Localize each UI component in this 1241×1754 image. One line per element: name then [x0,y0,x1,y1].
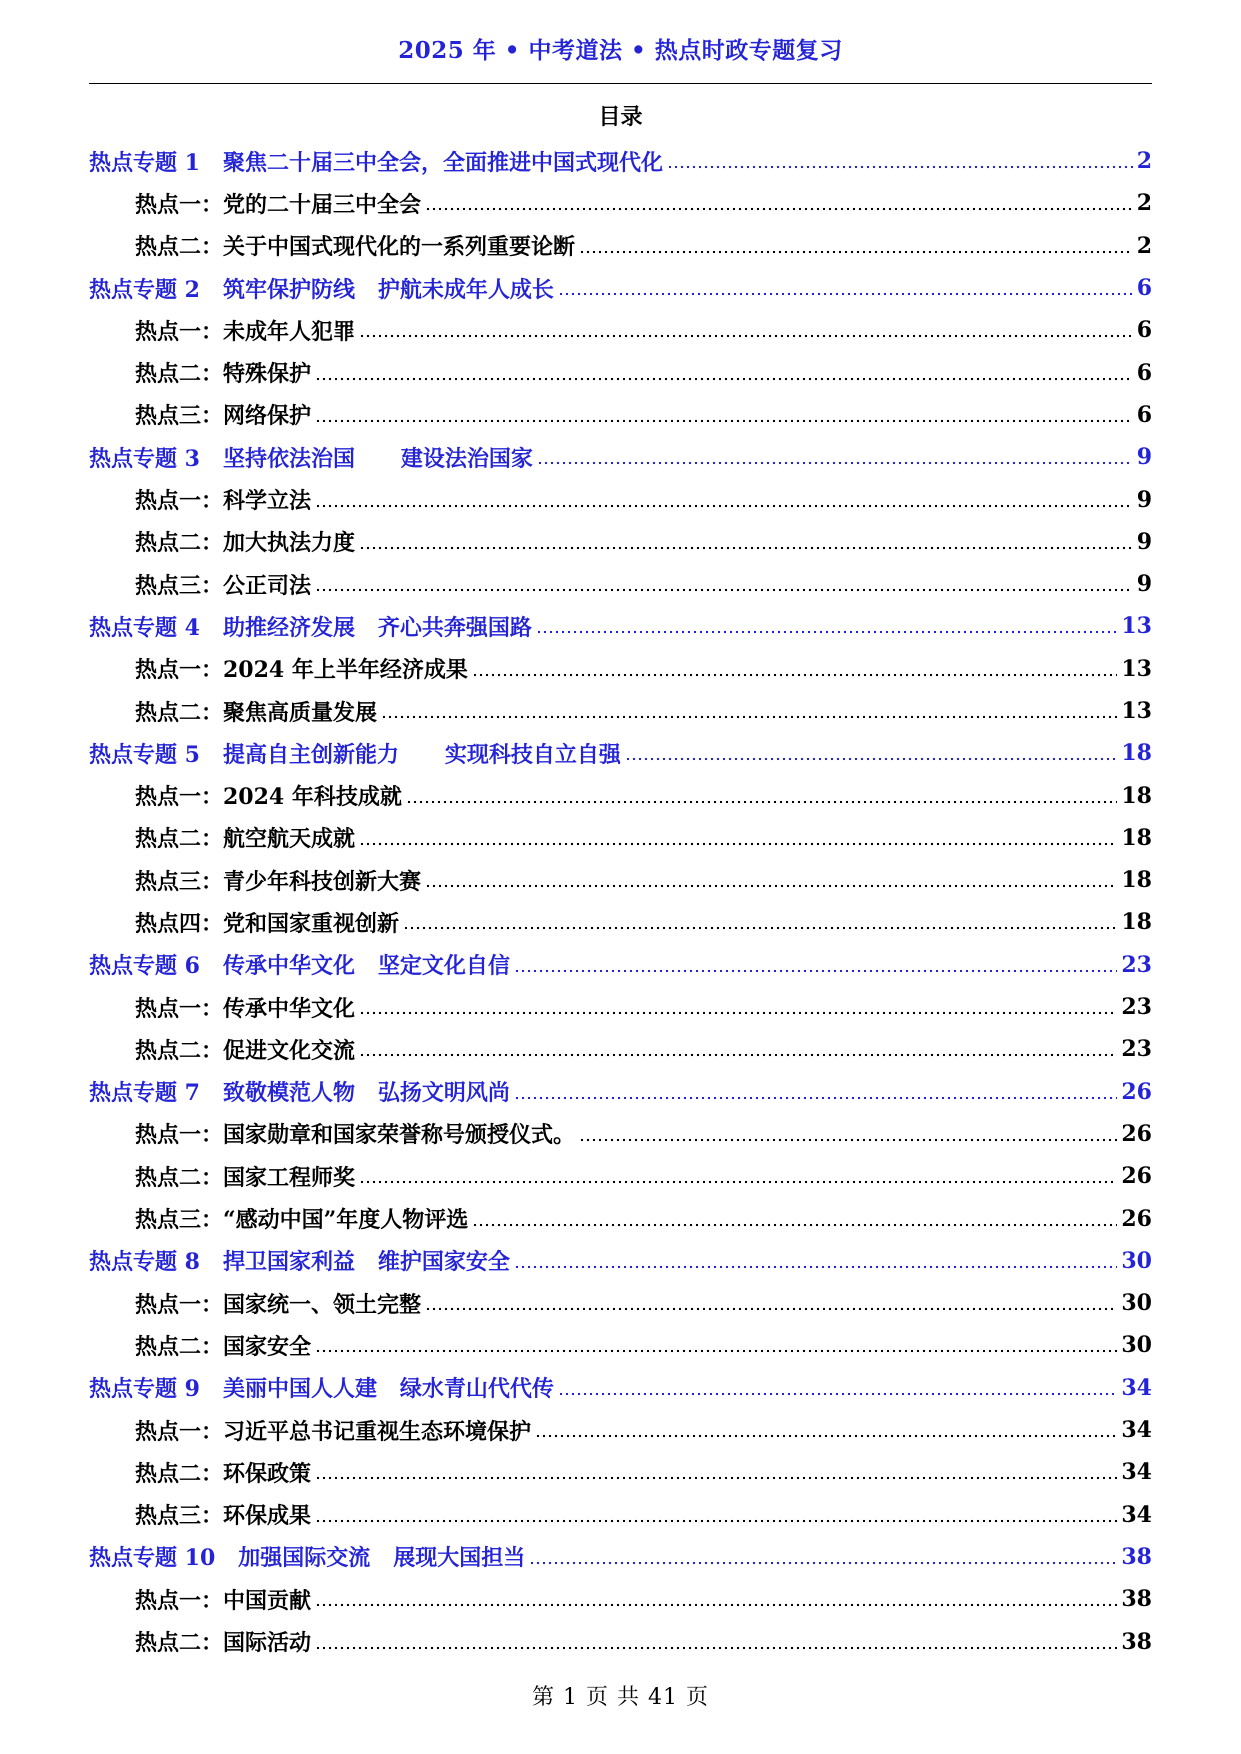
dot-leader [315,1646,1117,1650]
toc-page-number: 13 [1121,698,1152,724]
toc-entry-label: 热点二：航空航天成就 [135,826,356,853]
toc-page-number: 13 [1121,613,1152,640]
toc-entry-label: 热点二：国家安全 [135,1333,312,1360]
dot-leader [381,715,1117,719]
toc-entry-label: 热点三：“感动中国”年度人物评选 [135,1207,469,1234]
toc-entry-label: 热点专题 1 聚焦二十届三中全会，全面推进中国式现代化 [89,149,663,176]
toc-page-number: 18 [1121,824,1152,851]
toc-point-entry[interactable] [89,394,1152,436]
toc-point-entry[interactable] [89,563,1152,605]
toc-entry-label: 热点专题 2 筑牢保护防线 护航未成年人成长 [89,276,554,303]
dot-leader [558,292,1133,296]
toc-page-number: 23 [1121,994,1152,1021]
toc-point-entry[interactable] [89,1494,1152,1536]
toc-entry-label: 热点一：传承中华文化 [135,995,356,1022]
page-footer [0,1680,1241,1711]
toc-topic-entry[interactable] [89,605,1152,647]
toc-point-entry[interactable] [89,1282,1152,1324]
dot-leader [514,1265,1117,1269]
dot-leader [359,334,1133,338]
toc-page-number: 6 [1136,317,1152,344]
toc-entry-label: 热点一：未成年人犯罪 [135,318,356,345]
toc-page-number: 13 [1121,655,1152,682]
dot-leader [315,1476,1117,1480]
dot-leader [315,1603,1117,1607]
toc-entry-label: 热点专题 10 加强国际交流 展现大国担当 [89,1545,526,1572]
toc-entry-label: 热点一：2024 年科技成就 [135,784,402,811]
header-divider [89,83,1152,84]
dot-leader [359,1053,1117,1057]
toc-entry-label: 热点二：促进文化交流 [135,1037,356,1064]
toc-entry-label: 热点专题 7 致敬模范人物 弘扬文明风尚 [89,1080,510,1107]
toc-page-number: 6 [1136,275,1152,302]
dot-leader [425,1307,1117,1311]
toc-entry-label: 热点一：中国贡献 [135,1587,312,1614]
toc-point-entry[interactable] [89,1197,1152,1239]
dot-leader [579,1138,1117,1142]
toc-topic-entry[interactable] [89,1071,1152,1113]
toc-entry-label: 热点专题 4 助推经济发展 齐心共奔强国路 [89,614,532,641]
dot-leader [315,1349,1117,1353]
toc-page-number: 2 [1136,148,1152,175]
toc-topic-entry[interactable] [89,732,1152,774]
toc-point-entry[interactable] [89,1620,1152,1662]
toc-page-number: 18 [1121,867,1152,894]
toc-title: 目录 [598,104,643,130]
dot-leader [537,461,1133,465]
toc-point-entry[interactable] [89,1155,1152,1197]
dot-leader [579,250,1133,254]
toc-topic-entry[interactable] [89,1536,1152,1578]
dot-leader [315,419,1133,423]
page-header-title: 2025 年 • 中考道法 • 热点时政专题复习 [398,37,843,64]
toc-entry-label: 热点二：加大执法力度 [135,530,356,557]
toc-point-entry[interactable] [89,690,1152,732]
toc-page-number: 9 [1136,528,1152,555]
toc-entry-label: 热点专题 9 美丽中国人人建 绿水青山代代传 [89,1376,554,1403]
toc-point-entry[interactable] [89,859,1152,901]
toc-entry-label: 热点一：党的二十届三中全会 [135,191,422,218]
dot-leader [529,1561,1117,1565]
dot-leader [359,546,1133,550]
toc-page-number: 26 [1121,1120,1152,1147]
toc-page-number: 9 [1136,444,1152,471]
toc-page-number: 34 [1121,1501,1152,1528]
toc-entry-label: 热点四：党和国家重视创新 [135,910,400,937]
toc-page-number: 6 [1136,359,1152,386]
toc-entry-label: 热点专题 3 坚持依法治国 建设法治国家 [89,445,533,472]
toc-page-number: 34 [1121,1459,1152,1486]
dot-leader [359,842,1117,846]
toc-point-entry[interactable] [89,1028,1152,1070]
dot-leader [558,1392,1117,1396]
dot-leader [359,1011,1117,1015]
dot-leader [403,926,1117,930]
toc-point-entry[interactable] [89,901,1152,943]
dot-leader [667,165,1133,169]
toc-point-entry[interactable] [89,817,1152,859]
toc-page-number: 23 [1121,951,1152,978]
toc-point-entry[interactable] [89,478,1152,520]
toc-page-number: 9 [1136,571,1152,598]
dot-leader [536,630,1117,634]
toc-topic-entry[interactable] [89,140,1152,182]
toc-page-number: 2 [1136,232,1152,259]
dot-leader [315,588,1133,592]
toc-entry-label: 热点三：环保成果 [135,1503,312,1530]
dot-leader [472,673,1117,677]
toc-entry-label: 热点三：青少年科技创新大赛 [135,868,422,895]
toc-point-entry[interactable] [89,521,1152,563]
toc-point-entry[interactable] [89,986,1152,1028]
toc-point-entry[interactable] [89,774,1152,816]
dot-leader [406,800,1117,804]
toc-entry-label: 热点二：特殊保护 [135,361,312,388]
dot-leader [514,969,1117,973]
dot-leader [425,884,1117,888]
toc-page-number: 26 [1121,1078,1152,1105]
dot-leader [315,377,1133,381]
toc-entry-label: 热点专题 6 传承中华文化 坚定文化自信 [89,953,510,980]
toc-page-number: 26 [1121,1205,1152,1232]
toc-page-number: 34 [1121,1374,1152,1401]
page-number-text: 第 1 页 共 41 页 [532,1685,709,1710]
toc-entry-label: 热点三：网络保护 [135,403,312,430]
toc-entry-label: 热点二：国家工程师奖 [135,1164,356,1191]
toc-topic-entry[interactable] [89,1367,1152,1409]
toc-entry-label: 热点专题 5 提高自主创新能力 实现科技自立自强 [89,741,621,768]
toc-point-entry[interactable] [89,648,1152,690]
toc-page-number: 38 [1121,1628,1152,1655]
toc-page-number: 30 [1121,1247,1152,1274]
toc-point-entry[interactable] [89,1451,1152,1493]
toc-entry-label: 热点二：关于中国式现代化的一系列重要论断 [135,234,576,261]
toc-point-entry[interactable] [89,351,1152,393]
dot-leader [315,1519,1117,1523]
toc-entry-label: 热点专题 8 捍卫国家利益 维护国家安全 [89,1249,510,1276]
toc-page-number: 30 [1121,1290,1152,1317]
toc-point-entry[interactable] [89,225,1152,267]
toc-point-entry[interactable] [89,182,1152,224]
toc-entry-label: 热点一：国家统一、领土完整 [135,1291,422,1318]
toc-topic-entry[interactable] [89,267,1152,309]
toc-page-number: 9 [1136,486,1152,513]
toc-page-number: 18 [1121,740,1152,767]
dot-leader [472,1223,1117,1227]
toc-point-entry[interactable] [89,1409,1152,1451]
toc-entry-label: 热点一：科学立法 [135,488,312,515]
toc-point-entry[interactable] [89,309,1152,351]
toc-page-number: 26 [1121,1163,1152,1190]
dot-leader [315,504,1133,508]
toc-entry-label: 热点二：国际活动 [135,1630,312,1657]
toc-page-number: 30 [1121,1332,1152,1359]
toc-topic-entry[interactable] [89,1240,1152,1282]
toc-entry-label: 热点二：环保政策 [135,1460,312,1487]
toc-entry-label: 热点二：聚焦高质量发展 [135,699,378,726]
toc-entry-label: 热点一：习近平总书记重视生态环境保护 [135,1418,532,1445]
dot-leader [359,1180,1117,1184]
toc-point-entry[interactable] [89,1578,1152,1620]
toc-point-entry[interactable] [89,1113,1152,1155]
toc-entry-label: 热点三：公正司法 [135,572,312,599]
toc-page-number: 6 [1136,401,1152,428]
toc-page-number: 23 [1121,1036,1152,1063]
toc-entry-label: 热点一：2024 年上半年经济成果 [135,657,468,684]
toc-point-entry[interactable] [89,1324,1152,1366]
table-of-contents [89,140,1152,1663]
toc-page-number: 34 [1121,1417,1152,1444]
toc-topic-entry[interactable] [89,436,1152,478]
toc-page-number: 38 [1121,1586,1152,1613]
toc-entry-label: 热点一：国家勋章和国家荣誉称号颁授仪式。 [135,1122,576,1149]
dot-leader [535,1434,1117,1438]
toc-page-number: 2 [1136,190,1152,217]
dot-leader [514,1096,1117,1100]
dot-leader [425,207,1133,211]
toc-page-number: 18 [1121,782,1152,809]
toc-page-number: 18 [1121,909,1152,936]
toc-page-number: 38 [1121,1543,1152,1570]
toc-topic-entry[interactable] [89,944,1152,986]
dot-leader [625,757,1117,761]
